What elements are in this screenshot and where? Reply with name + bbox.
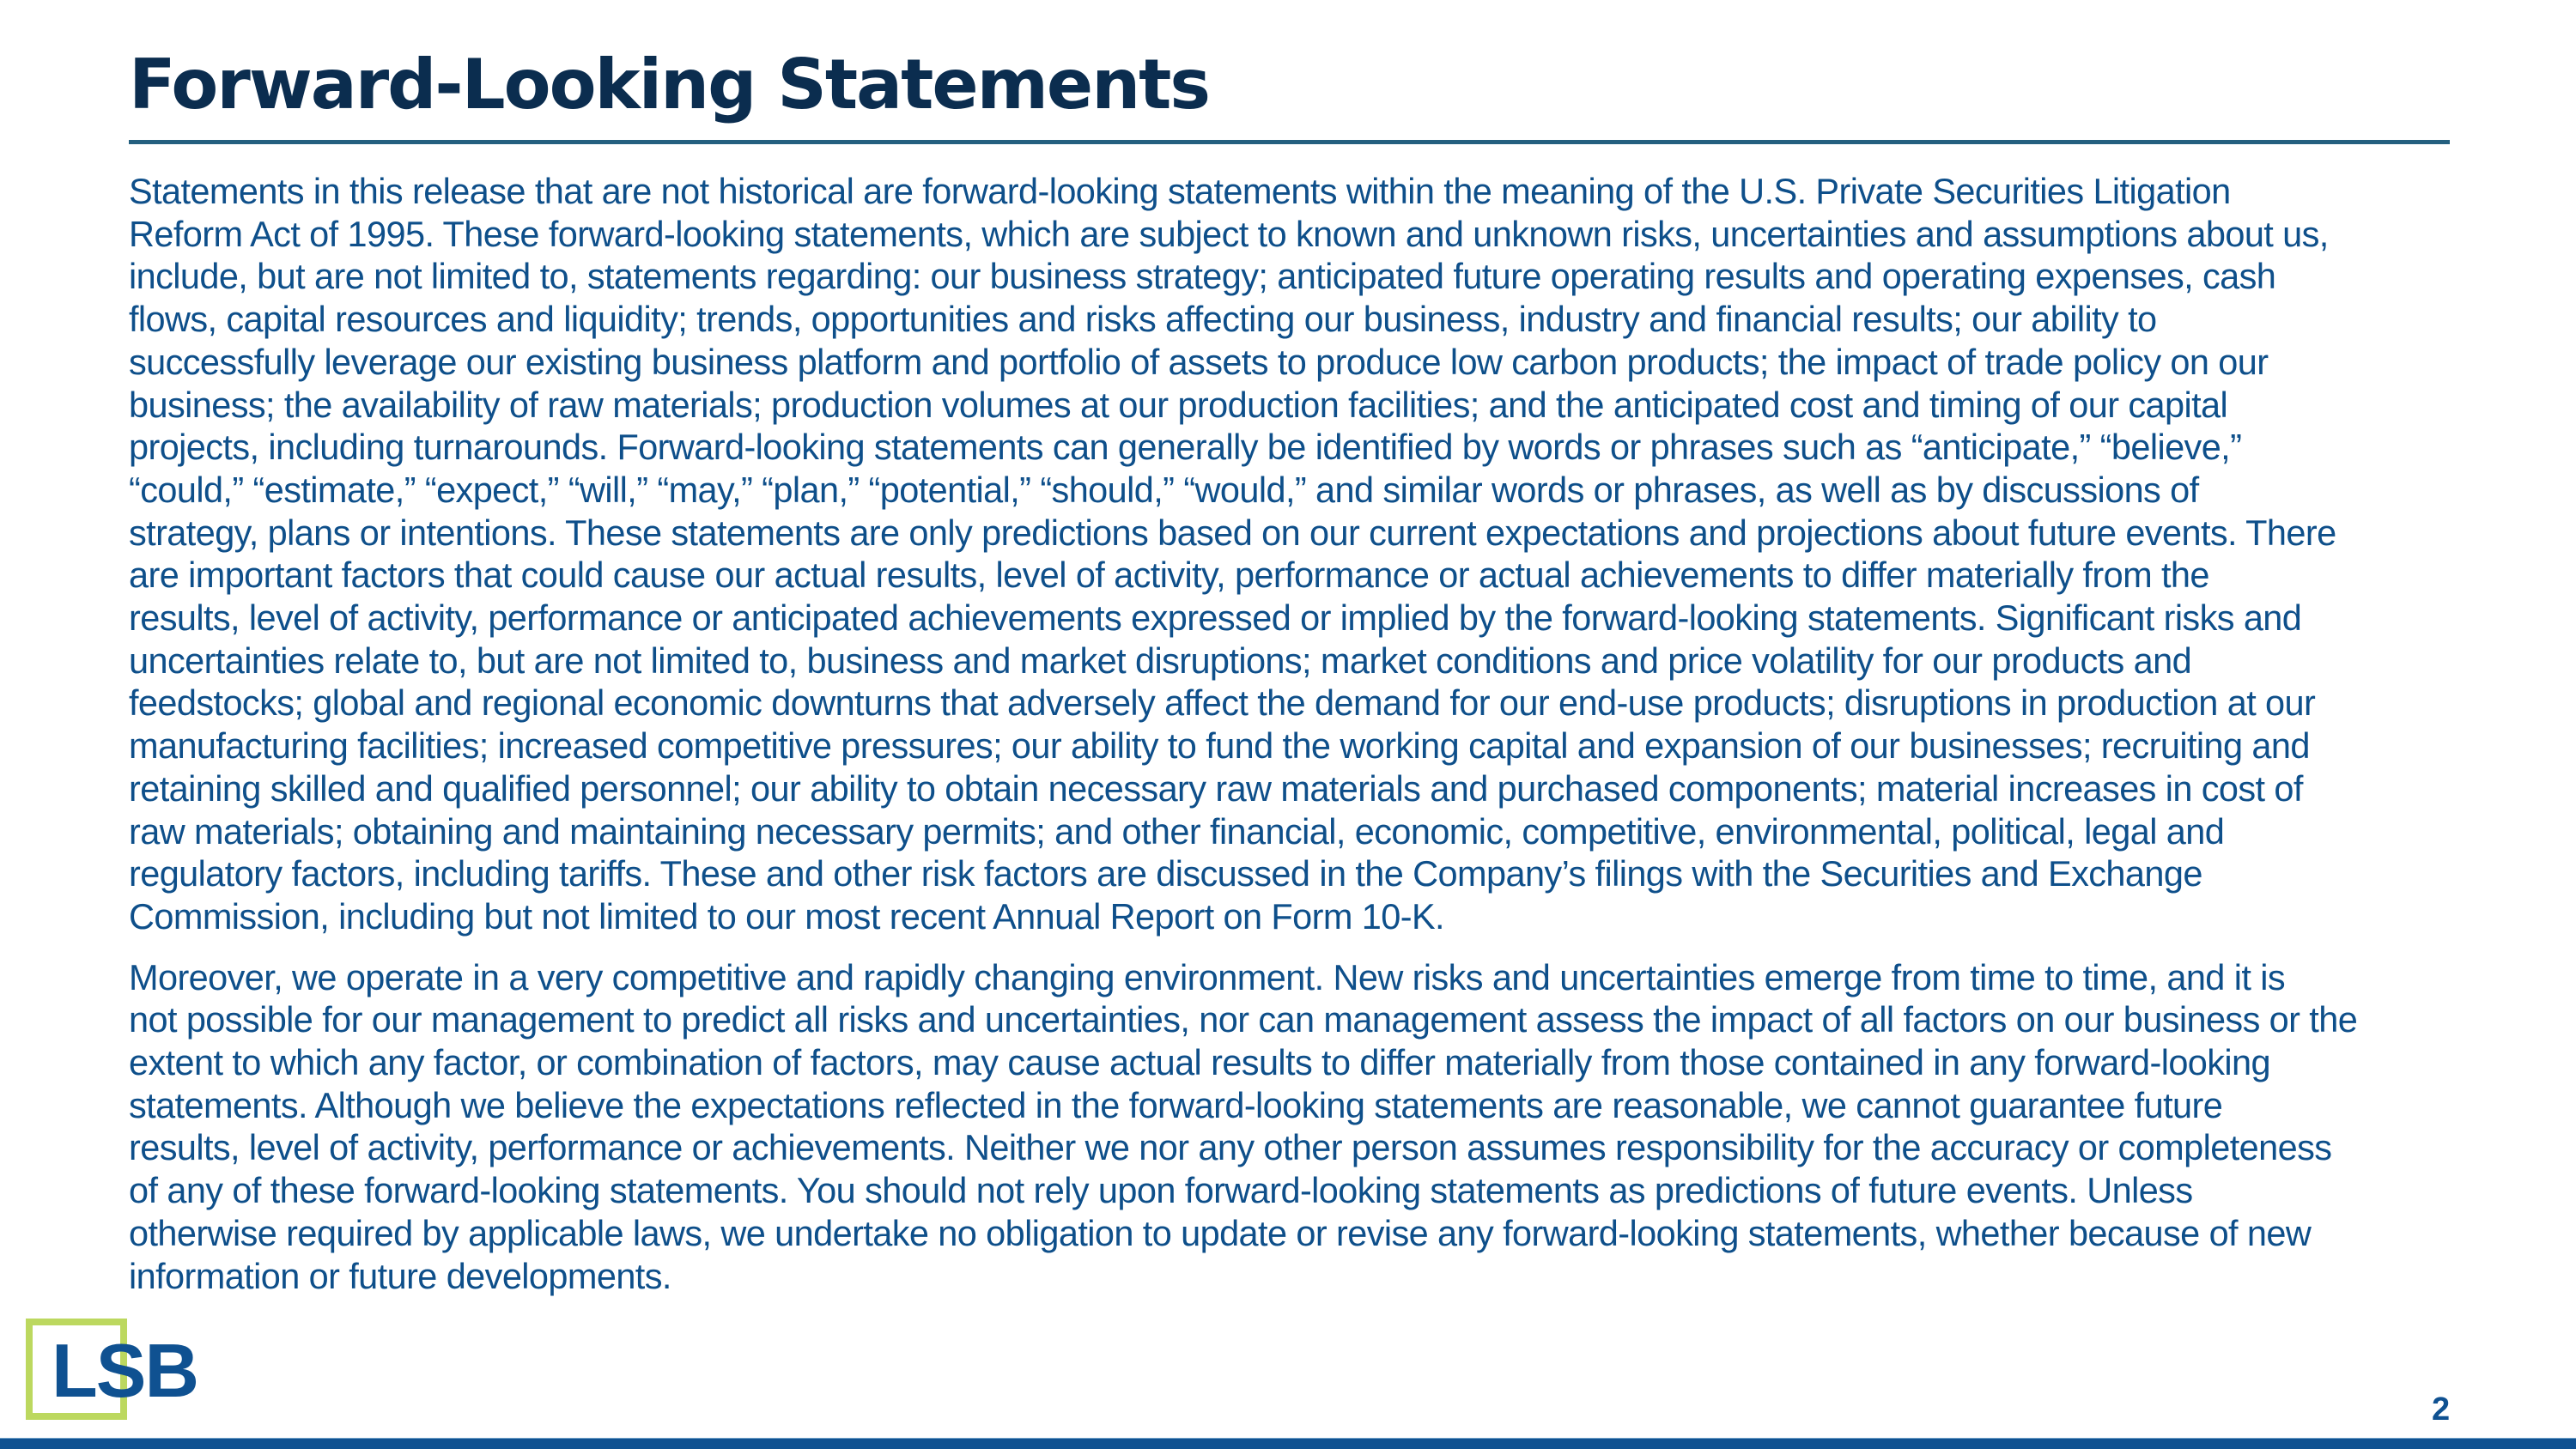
text-line: statements. Although we believe the expectations reflected in the forward-looking statements are reasonable, we cannot guarantee future — [129, 1084, 2223, 1125]
text-line: extent to which any factor, or combination of factors, may cause actual results to differ materially from those contained in any forward-looking — [129, 1042, 2271, 1083]
text-line: results, level of activity, performance or anticipated achievements expressed or implied by the forward-looking statements. Significant risks and — [129, 597, 2302, 639]
text-line: successfully leverage our existing business platform and portfolio of assets to produce low carbon products; the impact of trade policy on our — [129, 341, 2269, 382]
text-line: raw materials; obtaining and maintaining necessary permits; and other financial, economic, competitive, environmental, political, legal and — [129, 810, 2225, 852]
text-line: otherwise required by applicable laws, we undertake no obligation to update or revise any forward-looking statements, whether because of new — [129, 1212, 2312, 1253]
text-line: are important factors that could cause our actual results, level of activity, performance or actual achievements to differ materially from the — [129, 555, 2209, 596]
text-line: regulatory factors, including tariffs. These and other risk factors are discussed in the Company’s filings with the Securities and Exchange — [129, 853, 2202, 894]
title-divider — [129, 140, 2450, 144]
text-line: information or future developments. — [129, 1255, 671, 1296]
text-line: projects, including turnarounds. Forward-looking statements can generally be identified by words or phrases such as “anticipate,” “believe,” — [129, 427, 2242, 468]
text-line: Commission, including but not limited to our most recent Annual Report on Form 10-K. — [129, 895, 1444, 937]
page-number: 2 — [2432, 1391, 2451, 1428]
lsb-logo — [26, 1319, 223, 1422]
text-line: manufacturing facilities; increased competitive pressures; our ability to fund the working capital and expansion of our businesses; recruiting and — [129, 725, 2310, 767]
text-line: feedstocks; global and regional economic downturns that adversely affect the demand for our end-use products; disruptions in production at our — [129, 682, 2316, 724]
text-line: results, level of activity, performance or achievements. Neither we nor any other person assumes responsibility for the accuracy or completeness — [129, 1127, 2332, 1168]
text-line: “could,” “estimate,” “expect,” “will,” “may,” “plan,” “potential,” “should,” “would,” and similar words or phrases, as well as by discussions of — [129, 469, 2199, 510]
text-line: include, but are not limited to, statements regarding: our business strategy; anticipated future operating results and operating expenses, cash — [129, 256, 2276, 297]
disclaimer-body — [129, 170, 2524, 1315]
text-line: flows, capital resources and liquidity; trends, opportunities and risks affecting our business, industry and financial results; our ability to — [129, 299, 2157, 340]
text-line: business; the availability of raw materials; production volumes at our production facilities; and the anticipated cost and timing of our capital — [129, 384, 2228, 425]
logo-text: LSB — [52, 1328, 197, 1413]
text-line: Statements in this release that are not historical are forward-looking statements within the meaning of the U.S. Private Securities Litigation — [129, 171, 2231, 211]
text-line: Moreover, we operate in a very competitive and rapidly changing environment. New risks and uncertainties emerge from time to time, and it is — [129, 956, 2285, 997]
text-line: retaining skilled and qualified personnel; our ability to obtain necessary raw materials and purchased components; material increases in cost of — [129, 767, 2303, 809]
paragraph-forward-looking — [129, 170, 2524, 938]
paragraph-risk-environment — [129, 956, 2524, 1298]
text-line: of any of these forward-looking statements. You should not rely upon forward-looking statements as predictions of future events. Unless — [129, 1170, 2193, 1211]
footer-bar — [0, 1438, 2576, 1449]
page-title: Forward-Looking Statements — [129, 45, 1209, 124]
text-line: strategy, plans or intentions. These statements are only predictions based on our current expectations and projections about future events. There — [129, 512, 2336, 553]
text-line: uncertainties relate to, but are not limited to, business and market disruptions; market conditions and price volatility for our products and — [129, 640, 2192, 681]
text-line: Reform Act of 1995. These forward-looking statements, which are subject to known and unknown risks, uncertainties and assumptions about us, — [129, 213, 2329, 254]
text-line: not possible for our management to predict all risks and uncertainties, nor can management assess the impact of all factors on our business or the — [129, 999, 2358, 1040]
